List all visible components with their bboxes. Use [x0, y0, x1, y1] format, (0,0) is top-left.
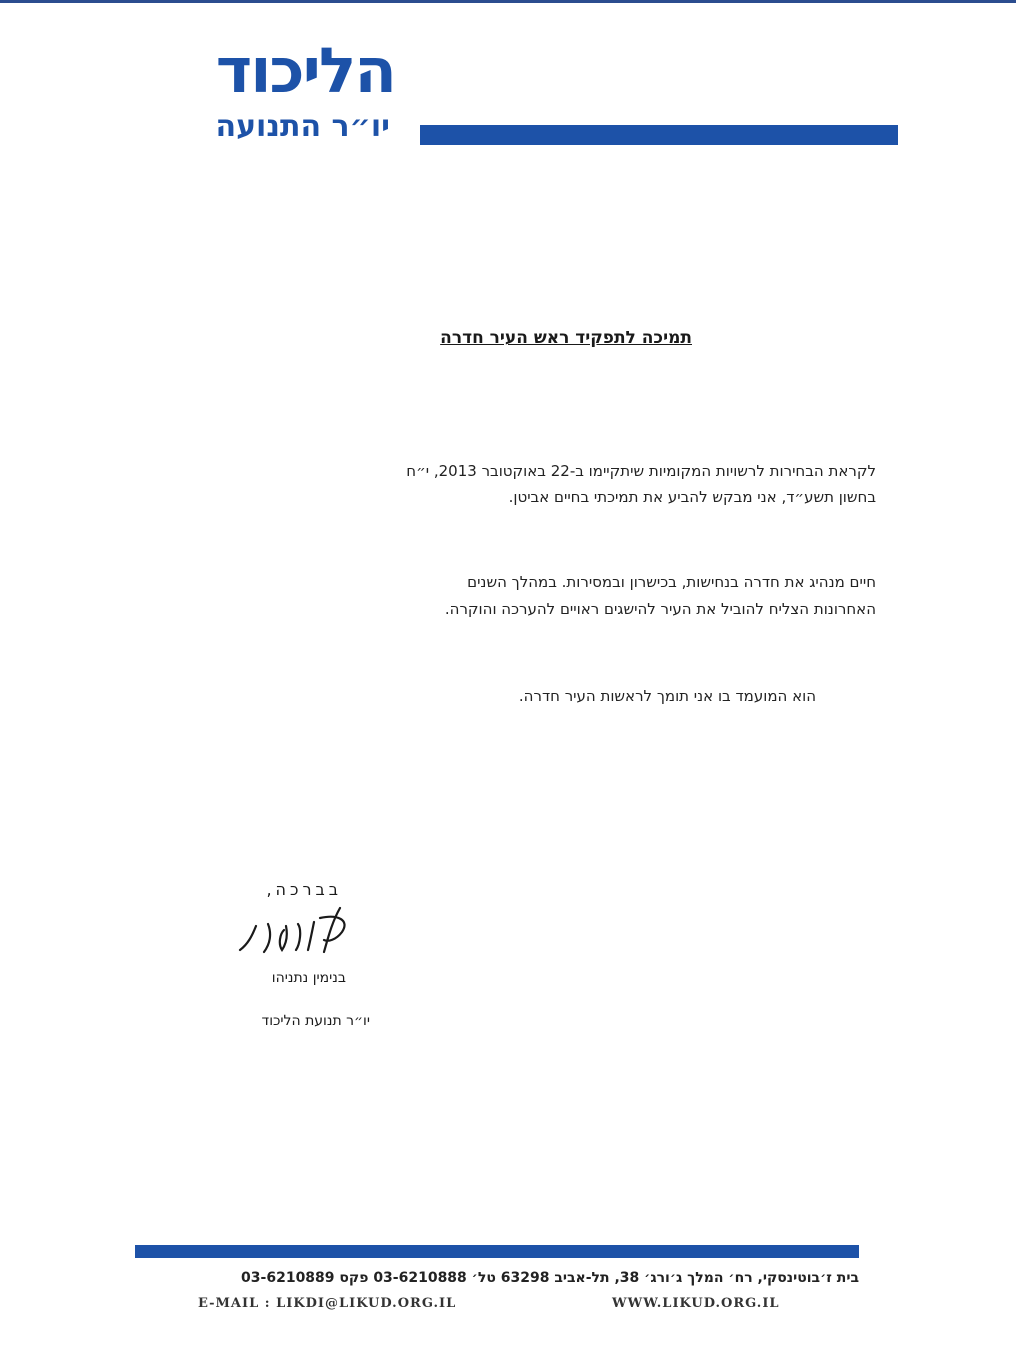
signature-image: [228, 900, 368, 962]
signer-title: יו״ר תנועת הליכוד: [261, 1013, 370, 1029]
paragraph-3: הוא המועמד בו אני תומך לראשות העיר חדרה.: [518, 687, 816, 705]
letter-title: תמיכה לתפקיד ראש העיר חדרה: [440, 328, 692, 348]
header-bar: [420, 125, 898, 145]
paragraph-2-line-2: האחרונות הצליח להוביל את העיר להישגים ראויים להערכה והוקרה.: [444, 600, 876, 618]
closing-salutation: בברכה,: [266, 880, 342, 899]
paragraph-1-line-2: בחשון תשע״ד, אני מבקש להביע את תמיכתי בחיים אביטן.: [508, 488, 876, 506]
paragraph-1-line-1: לקראת הבחירות לרשויות המקומיות שיתקיימו ב-22 באוקטובר 2013, י״ח: [406, 462, 876, 480]
logo-subtitle: יו״ר התנועה: [215, 109, 390, 144]
paragraph-2-line-1: חיים מנהיג את חדרה בנחישות, בכישרון ובמסירות. במהלך השנים: [467, 573, 876, 591]
footer-address: בית ז׳בוטינסקי, רח׳ המלך ג׳ורג׳ 38, תל-אביב 63298 טל׳ 03-6210888 פקס 03-6210889: [241, 1270, 859, 1286]
footer-email: E-MAIL : LIKDI@LIKUD.ORG.IL: [198, 1296, 457, 1311]
top-border: [0, 0, 1016, 3]
footer-bar: [135, 1245, 859, 1258]
signer-name: בנימין נתניהו: [271, 970, 346, 986]
likud-logo: הליכוד: [215, 34, 395, 107]
footer-website: WWW.LIKUD.ORG.IL: [612, 1296, 780, 1311]
